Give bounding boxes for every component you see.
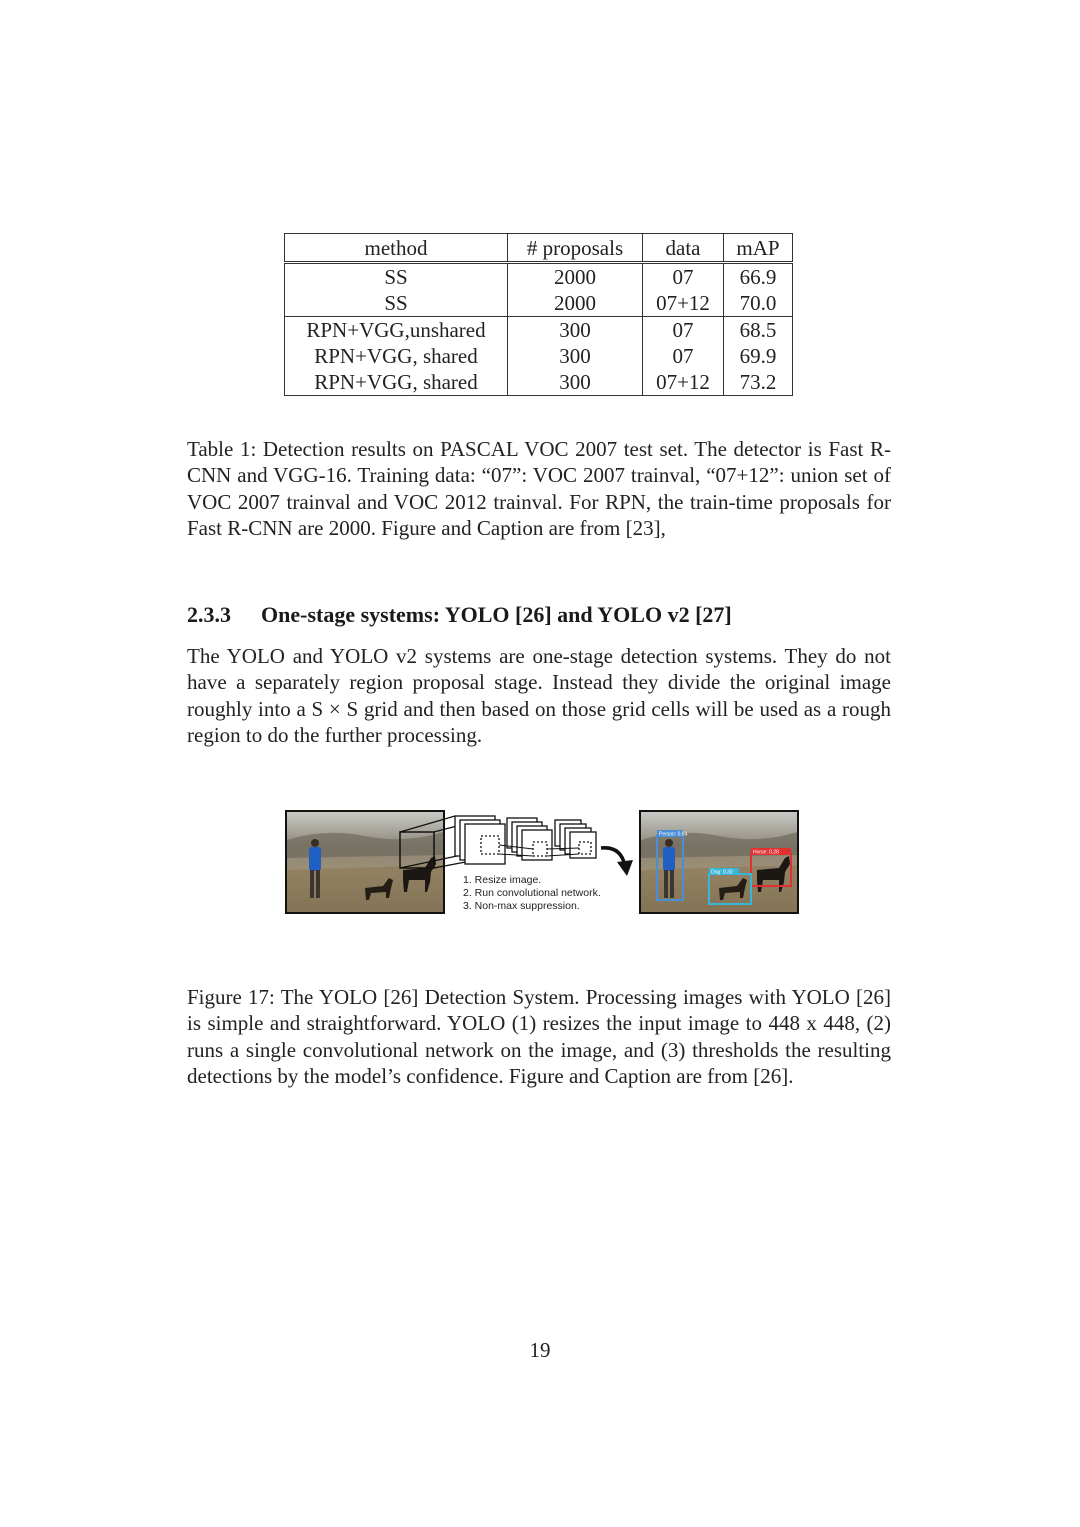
table-row (285, 343, 793, 369)
cell-data: 07+12 (643, 369, 724, 396)
col-header-map: mAP (724, 234, 793, 263)
cell-method: RPN+VGG, shared (285, 343, 508, 369)
cell-data: 07 (643, 317, 724, 344)
section-heading (187, 602, 891, 628)
cell-proposals: 300 (508, 343, 643, 369)
cell-proposals: 2000 (508, 290, 643, 317)
cell-data: 07 (643, 263, 724, 291)
step-convnet: 2. Run convolutional network. (463, 887, 601, 899)
table-row (285, 290, 793, 317)
table-header-row (285, 234, 793, 263)
cell-method: SS (285, 290, 508, 317)
cell-map: 73.2 (724, 369, 793, 396)
cell-map: 66.9 (724, 263, 793, 291)
step-resize: 1. Resize image. (463, 874, 542, 886)
output-photo (640, 811, 798, 913)
network-layers (455, 816, 596, 864)
table-row (285, 317, 793, 344)
cell-proposals: 300 (508, 317, 643, 344)
arrow-head-icon (617, 860, 633, 876)
cell-map: 69.9 (724, 343, 793, 369)
section-title: One-stage systems: YOLO [26] and YOLO v2 [27] (261, 602, 732, 627)
table-caption: Table 1: Detection results on PASCAL VOC 2007 test set. The detector is Fast R-CNN and VGG-16. Training data: “07”: VOC 2007 trainval, “07+12”: union set of VOC 2007 trainval and VOC 2012 trainval. For RPN, the train-time proposals for Fast R-CNN are 2000. Figure and Caption are from [23], (187, 437, 891, 540)
horse-label: Horse: 0.28 (753, 849, 779, 856)
col-header-data: data (643, 234, 724, 263)
cell-data: 07+12 (643, 290, 724, 317)
cell-data: 07 (643, 343, 724, 369)
yolo-figure-graphic (285, 810, 801, 916)
col-header-method: method (285, 234, 508, 263)
section-number: 2.3.3 (187, 602, 231, 627)
table-row (285, 263, 793, 291)
cell-method: SS (285, 263, 508, 291)
cell-proposals: 2000 (508, 263, 643, 291)
col-header-proposals: # proposals (508, 234, 643, 263)
dog-label: Dog: 0.30 (711, 869, 733, 876)
yolo-figure (285, 810, 801, 916)
cell-proposals: 300 (508, 369, 643, 396)
cell-map: 70.0 (724, 290, 793, 317)
body-paragraph: The YOLO and YOLO v2 systems are one-stage detection systems. They do not have a separately region proposal stage. Instead they divide the original image roughly into a S × S grid and then based on those grid cells will be used as a rough region to do the further processing. (187, 644, 891, 747)
figure-caption: Figure 17: The YOLO [26] Detection System. Processing images with YOLO [26] is simple and straightforward. YOLO (1) resizes the input image to 448 x 448, (2) runs a single convolutional network on the image, and (3) thresholds the resulting detections by the model’s confidence. Figure and Caption are from [26]. (187, 985, 891, 1088)
page-number: 19 (529, 1338, 551, 1362)
table-row (285, 369, 793, 396)
person-label: Person: 0.64 (659, 831, 688, 838)
cell-method: RPN+VGG, shared (285, 369, 508, 396)
cell-map: 68.5 (724, 317, 793, 344)
step-nms: 3. Non-max suppression. (463, 900, 580, 912)
cell-method: RPN+VGG,unshared (285, 317, 508, 344)
results-table (284, 233, 793, 396)
